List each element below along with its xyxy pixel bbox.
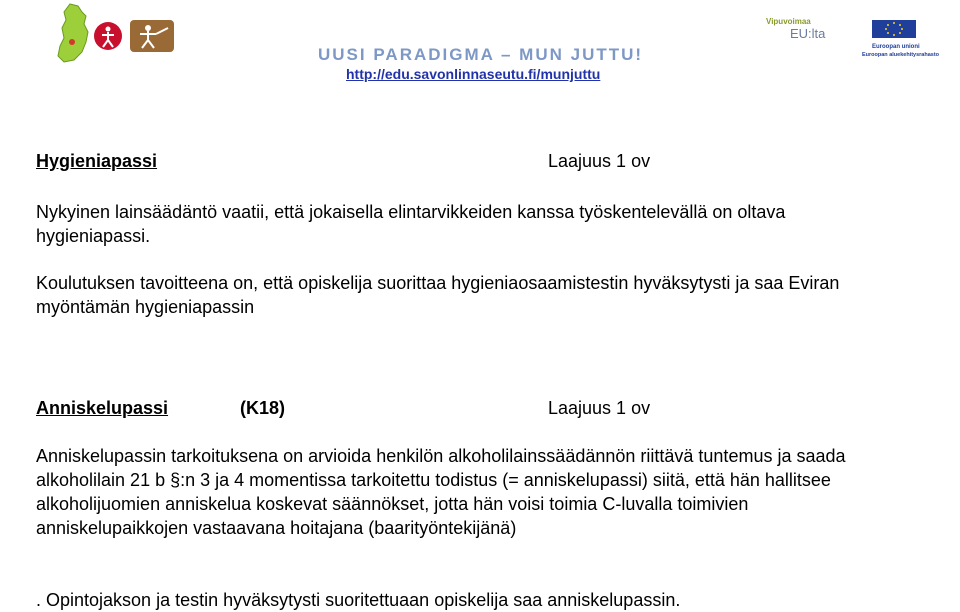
hygieniapassi-scope: Laajuus 1 ov bbox=[548, 151, 651, 171]
project-title: UUSI PARADIGMA – MUN JUTTU! bbox=[318, 45, 644, 64]
eu-fund-text: Euroopan aluekehitysrahasto bbox=[862, 52, 940, 58]
running-figure-icon bbox=[94, 22, 122, 50]
anniskelupassi-conclusion: . Opintojakson ja testin hyväksytysti suoritettuaan opiskelija saa anniskelupassin. bbox=[36, 590, 681, 610]
anniskelupassi-text-line-1: Anniskelupassin tarkoituksena on arvioida henkilön alkoholilainssäädännön riittävä tuntemus ja saada bbox=[36, 446, 846, 466]
anniskelupassi-text-line-2: alkoholilain 21 b §:n 3 ja 4 momentissa tarkoitettu todistus (= anniskelupassi) siitä, että hän hallitsee bbox=[36, 470, 831, 490]
project-url-link[interactable]: http://edu.savonlinnaseutu.fi/munjuttu bbox=[346, 66, 601, 82]
anniskelupassi-age-limit: (K18) bbox=[240, 398, 286, 418]
hygieniapassi-goal-line-2: myöntämän hygieniapassin bbox=[36, 297, 255, 317]
anniskelupassi-heading: Anniskelupassi bbox=[36, 398, 169, 418]
hunter-figure-icon bbox=[130, 20, 174, 52]
finland-map-icon bbox=[58, 4, 88, 62]
hygieniapassi-goal-line-1: Koulutuksen tavoitteena on, että opiskelija suorittaa hygieniaosaamistestin hyväksytysti ja saa Eviran bbox=[36, 273, 840, 293]
anniskelupassi-text-line-4: anniskelupaikkojen vastaavana hoitajana (baarityöntekijänä) bbox=[36, 518, 517, 538]
anniskelupassi-scope: Laajuus 1 ov bbox=[548, 398, 651, 418]
project-logos bbox=[52, 2, 192, 68]
eulta-text: EU:lta bbox=[790, 26, 826, 41]
eu-union-text: Euroopan unioni bbox=[872, 44, 920, 50]
vipuvoimaa-eu-logo bbox=[766, 17, 826, 41]
vipuvoimaa-text: Vipuvoimaa bbox=[766, 17, 811, 26]
hygieniapassi-text-line-2: hygieniapassi. bbox=[36, 226, 151, 246]
hygieniapassi-text-line-1: Nykyinen lainsäädäntö vaatii, että jokaisella elintarvikkeiden kanssa työskentelevällä on oltava bbox=[36, 202, 786, 222]
eu-flag-icon bbox=[872, 20, 916, 38]
hygieniapassi-heading: Hygieniapassi bbox=[36, 151, 158, 171]
eu-funding-logos bbox=[764, 14, 940, 64]
anniskelupassi-text-line-3: alkoholijuomien anniskelua koskevat säännökset, jotta hän voisi toimia C-luvalla toimivien bbox=[36, 494, 749, 514]
